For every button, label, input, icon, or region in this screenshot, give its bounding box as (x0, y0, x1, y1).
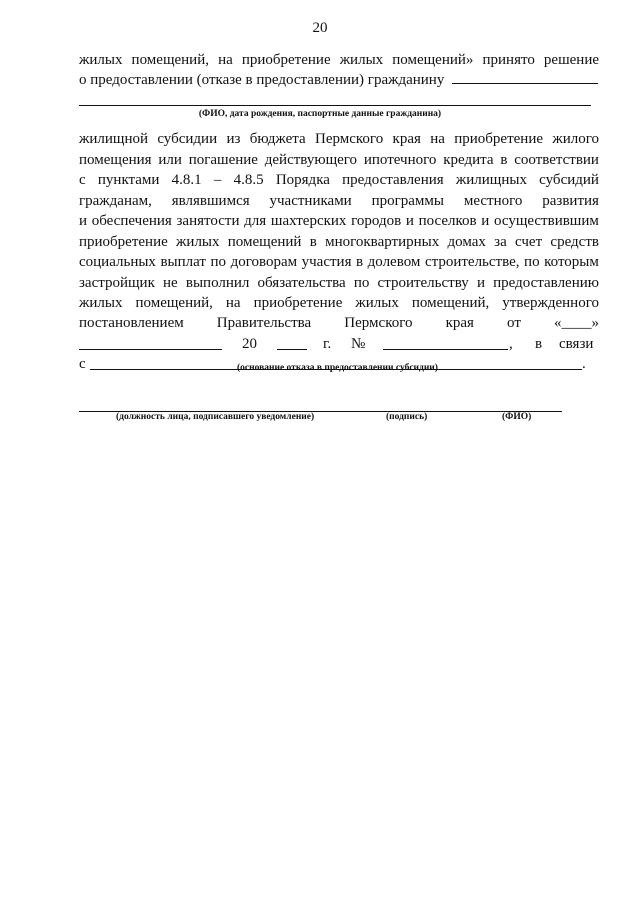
word: на (225, 295, 241, 311)
word: приобретение (79, 234, 168, 250)
paragraph-line-5 (79, 170, 599, 190)
word: участия (301, 254, 352, 270)
word: счет (515, 234, 543, 250)
word: гражданам, (79, 193, 152, 209)
word: за (494, 234, 507, 250)
word: Пермского (314, 131, 384, 147)
word: субсидий (539, 172, 599, 188)
word: договорам (230, 254, 298, 270)
recipient-blank[interactable] (452, 70, 598, 84)
paragraph-line-12 (79, 313, 599, 333)
with-word: с (79, 356, 86, 372)
word: поселков (418, 213, 477, 229)
word: края (445, 315, 474, 331)
word: помещения (79, 152, 152, 168)
word: помещений, (131, 52, 209, 68)
paragraph-line-1 (79, 50, 599, 70)
word: в (356, 254, 364, 270)
position-caption: (должность лица, подписавшего уведомление) (116, 412, 315, 422)
word: с (79, 172, 86, 188)
word: городов (351, 213, 402, 229)
word: жилых (79, 52, 123, 68)
paragraph-line-3 (79, 129, 599, 149)
word: являвшимся (171, 193, 250, 209)
paragraph-line-6 (79, 191, 599, 211)
word: 4.8.5 (233, 172, 264, 188)
word: строительстве, (424, 254, 520, 270)
word: постановлением (79, 315, 184, 331)
word: – (213, 172, 222, 188)
word: шахтерских (270, 213, 347, 229)
word: и (405, 213, 414, 229)
word: помещений» (392, 52, 474, 68)
word: бюджета (249, 131, 306, 147)
word: приобретение (253, 295, 343, 311)
word: кредита (443, 152, 494, 168)
word: занятости (176, 213, 240, 229)
word: предоставления (342, 172, 444, 188)
paragraph-line-8 (79, 232, 599, 252)
paragraph-line-2 (79, 70, 599, 90)
word: многоквартирных (325, 234, 440, 250)
word: по (524, 254, 540, 270)
word: погашение (188, 152, 258, 168)
word: соответствии (514, 152, 599, 168)
sentence-end: . (582, 356, 586, 372)
word: жилых (355, 295, 399, 311)
word: края (392, 131, 421, 147)
word: жилищной (79, 131, 149, 147)
refusal-reason-caption: (основание отказа в предоставлении субсидии) (237, 363, 438, 373)
word: помещений (227, 234, 302, 250)
paragraph-line-7 (79, 211, 599, 231)
word: пунктами (97, 172, 160, 188)
resolution-year-prefix: 20 (242, 336, 257, 352)
word: домах (447, 234, 486, 250)
word: жилых (176, 234, 220, 250)
word: приобретение (241, 52, 331, 68)
word: развития (542, 193, 599, 209)
word: или (158, 152, 182, 168)
word: принято (482, 52, 535, 68)
word: 4.8.1 (171, 172, 202, 188)
word: помещений, (135, 295, 213, 311)
line2-text: о предоставлении (отказе в предоставлении) гражданину (79, 72, 445, 88)
word: Пермского (344, 315, 413, 331)
word: на (218, 52, 233, 68)
word: решение (543, 52, 599, 68)
word: из (226, 131, 241, 147)
word: и (476, 275, 485, 291)
resolution-year-suffix: г. (323, 336, 332, 352)
name-caption: (ФИО) (502, 412, 532, 422)
paragraph-line-13 (79, 334, 599, 354)
word: и (79, 213, 88, 229)
paragraph-line-10 (79, 273, 599, 293)
word: Правительства (216, 315, 312, 331)
word: для (244, 213, 267, 229)
word: не (163, 275, 178, 291)
word: жилых (79, 295, 123, 311)
word: предоставлению (493, 275, 599, 291)
word: жилых (339, 52, 384, 68)
word: местного (463, 193, 523, 209)
word: от (507, 315, 521, 331)
connection-word: связи (559, 336, 594, 352)
word: программы (371, 193, 444, 209)
resolution-year-blank[interactable] (277, 349, 307, 350)
word: в (500, 152, 508, 168)
in-word: в (535, 336, 543, 352)
paragraph-line-4 (79, 150, 599, 170)
word: Порядка (275, 172, 330, 188)
word: «____» (553, 315, 599, 331)
word: выплат (160, 254, 206, 270)
word: средств (550, 234, 599, 250)
word: субсидии (157, 131, 218, 147)
resolution-number-blank[interactable] (383, 349, 508, 350)
word: приобретение (454, 131, 544, 147)
citizen-data-caption: (ФИО, дата рождения, паспортные данные гражданина) (198, 109, 442, 119)
word: строительству (377, 275, 469, 291)
word: помещений, (411, 295, 490, 311)
paragraph-line-9 (79, 252, 599, 272)
word: утвержденного (502, 295, 599, 311)
paragraph-line-11 (79, 293, 599, 313)
word: жилищных (455, 172, 527, 188)
citizen-data-blank[interactable] (79, 105, 591, 106)
signature-caption: (подпись) (386, 412, 428, 422)
word: действующего (264, 152, 358, 168)
word: выполнил (185, 275, 250, 291)
word: долевом (367, 254, 421, 270)
word: обязательства (257, 275, 346, 291)
word: по (210, 254, 227, 270)
word: участниками (269, 193, 352, 209)
word: осуществившим (493, 213, 599, 229)
word: социальных (79, 254, 156, 270)
word: ипотечного (363, 152, 437, 168)
word: на (430, 131, 445, 147)
word: жилого (552, 131, 599, 147)
resolution-number-sign: № (351, 336, 366, 352)
word: в (309, 234, 317, 250)
resolution-comma: , (509, 336, 513, 352)
word: по (353, 275, 370, 291)
page-number: 20 (312, 20, 328, 36)
resolution-day-month-blank[interactable] (79, 349, 222, 350)
word: обеспечения (91, 213, 172, 229)
word: застройщик (79, 275, 155, 291)
word: и (481, 213, 490, 229)
word: которым (544, 254, 599, 270)
